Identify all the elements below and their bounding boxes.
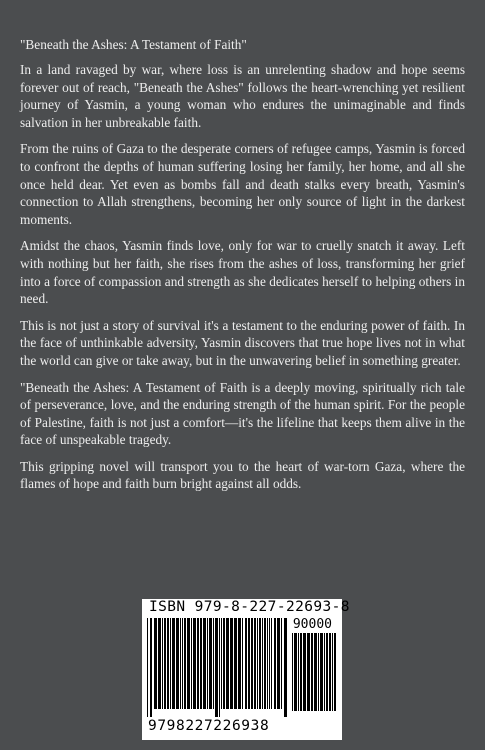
- barcode-bar: [197, 618, 199, 709]
- barcode-bar: [184, 618, 186, 709]
- barcode-bar: [324, 633, 325, 711]
- barcode-bar: [180, 618, 181, 709]
- barcode-bar: [226, 618, 229, 709]
- barcode-bar: [307, 633, 310, 711]
- barcode-bar: [215, 618, 218, 717]
- barcode-bar: [176, 618, 179, 709]
- barcode-bar: [230, 618, 233, 709]
- barcode-bar: [234, 618, 237, 709]
- barcode-bar: [254, 618, 256, 709]
- barcode-bar: [271, 618, 272, 709]
- barcode-bar: [311, 633, 313, 711]
- barcode-bar: [187, 618, 190, 709]
- blurb-paragraph-1: In a land ravaged by war, where loss is an unrelenting shadow and hope seems forever out of reach, "Beneath the Ashes" follows the heart-wrenching yet resilient journey of Yasmin, a young woman who endures the unimaginable and finds salvation in her unbreakable faith.: [20, 62, 465, 130]
- barcode-bar: [251, 618, 253, 709]
- blurb-paragraph-3: Amidst the chaos, Yasmin finds love, only for war to cruelly snatch it away. Left with nothing but her faith, she rises from the ashes of loss, transforming her grief into a force of compassion and strength as she dedicates herself to helping others in need.: [20, 238, 465, 307]
- barcode-bar: [300, 633, 302, 711]
- barcode-bar: [172, 618, 175, 709]
- barcode-bar: [164, 618, 166, 709]
- barcode-bar: [207, 618, 208, 709]
- barcode-bar: [259, 618, 261, 709]
- barcode-bar: [281, 618, 282, 709]
- barcode-bar: [318, 633, 319, 711]
- barcode-bar: [269, 618, 270, 709]
- blurb-paragraph-2: From the ruins of Gaza to the desperate corners of refugee camps, Yasmin is forced to confront the depths of human suffering losing her family, her home, and all she once held dear. Yet even as bombs fall and death stalks every breath, Yasmin's connection to Allah strengthens, becoming her only source of light in the darkest moments.: [20, 141, 465, 227]
- barcode-bar: [242, 618, 243, 709]
- barcode-bar: [298, 633, 299, 711]
- barcode-bar: [303, 633, 306, 711]
- book-title: "Beneath the Ashes: A Testament of Faith": [20, 37, 247, 52]
- barcode-bar: [248, 618, 250, 709]
- barcode-bar: [274, 618, 276, 709]
- barcode-bar: [209, 618, 212, 709]
- barcode-bar: [191, 618, 192, 709]
- barcode-bar: [219, 618, 220, 717]
- barcode-bar: [314, 633, 317, 711]
- isbn-barcode: [142, 599, 350, 740]
- isbn-label: ISBN 979-8-227-22693-8: [149, 599, 350, 615]
- barcode-bar: [158, 618, 161, 709]
- barcode-bar: [223, 618, 225, 709]
- barcode-bar: [154, 618, 157, 709]
- barcode-bar: [182, 618, 183, 709]
- blurb-paragraph-4: This is not just a story of survival it's a testament to the enduring power of faith. In the face of unthinkable adversity, Yasmin discovers that true hope lives not in what the world can give or take away, but in the unwavering belief in something greater.: [20, 317, 465, 368]
- barcode-bar: [262, 618, 263, 709]
- barcode-bar: [238, 618, 241, 709]
- barcode-bar: [294, 633, 297, 711]
- barcode-bar: [326, 633, 328, 711]
- barcode-bar: [167, 618, 169, 709]
- barcode-bar: [264, 618, 266, 709]
- barcode-bar: [193, 618, 196, 709]
- barcode-bar: [284, 618, 287, 717]
- back-cover-text: [20, 36, 465, 502]
- barcode-bar: [221, 618, 222, 709]
- ean-digits: 9798227226938: [148, 718, 270, 734]
- barcode-bar: [292, 633, 293, 711]
- blurb-paragraph-6: This gripping novel will transport you to the heart of war-torn Gaza, where the flames of hope and faith burn bright against all odds.: [20, 458, 465, 492]
- barcode-bar: [213, 618, 214, 709]
- barcode-bar: [162, 618, 163, 709]
- barcode-bar: [334, 633, 336, 711]
- barcode-bar: [150, 618, 152, 717]
- barcode-bar: [147, 618, 148, 717]
- barcode-bar: [200, 618, 202, 709]
- barcode-bar: [203, 618, 206, 709]
- barcode-bars-main: [147, 618, 287, 717]
- price-code: 90000: [292, 617, 332, 632]
- barcode-bar: [257, 618, 258, 709]
- barcode-bar: [170, 618, 171, 709]
- barcode-bar: [320, 633, 323, 711]
- barcode-bars-addon: [292, 633, 336, 719]
- blurb-paragraph-5: "Beneath the Ashes: A Testament of Faith is a deeply moving, spiritually rich tale of perseverance, love, and the enduring strength of the human spirit. For the people of Palestine, faith is not just a comfort—it's the lifeline that keeps them alive in the face of unspeakable tragedy.: [20, 379, 465, 448]
- barcode-bar: [332, 633, 333, 711]
- barcode-bar: [329, 633, 331, 711]
- barcode-bar: [245, 618, 247, 709]
- barcode-bar: [267, 618, 268, 709]
- barcode-bar: [277, 618, 280, 709]
